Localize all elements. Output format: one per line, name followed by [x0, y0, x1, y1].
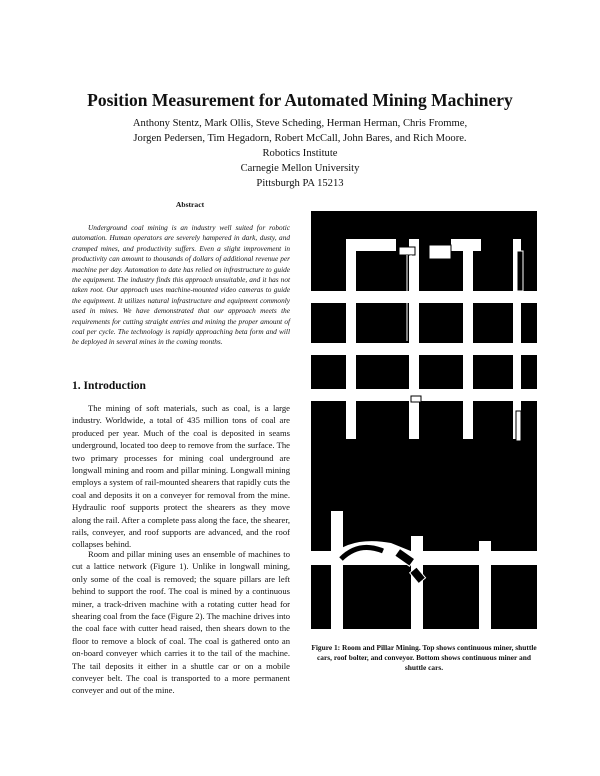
section-heading-introduction: 1. Introduction	[72, 380, 146, 392]
affiliation	[150, 146, 450, 192]
abstract-text: Underground coal mining is an industry well suited for robotic automation. Human operators are severely hampered in dark, dusty, and cramped mines, and productivity suffers. Even a slight improvement in productivity can amount to thousands of dollars of additional revenue per machine per day. Automation to date has relied on infrastructure to guide the equipment. The industry finds this approach unsuitable, and it has not taken root. Our approach uses machine-mounted video cameras to guide the equipment. It utilizes natural infrastructure and equipment commonly used in mines. We have demonstrated that our approach meets the requirements for cutting straight entries and mining the proper amount of coal per cycle. The technology is rapidly approaching beta form and will be deployed in several mines in the coming months.	[72, 223, 290, 347]
conveyor-belt-icon	[517, 251, 523, 291]
top-panel-tunnels	[311, 239, 537, 439]
figure-caption: Figure 1: Room and Pillar Mining. Top shows continuous miner, shuttle cars, roof bolter, and conveyor. Bottom shows continuous miner and shuttle cars.	[311, 643, 537, 673]
continuous-miner-icon	[429, 245, 451, 259]
mine-diagram-svg	[311, 211, 537, 629]
bottom-panel-tunnels	[311, 511, 537, 629]
affiliation-line: Carnegie Mellon University	[240, 163, 360, 175]
author-line: Anthony Stentz, Mark Ollis, Steve Scheding, Herman Herman, Chris Fromme,	[132, 118, 468, 129]
intro-paragraph: The mining of soft materials, such as coal, is a large industry. Worldwide, a total of 435 million tons of coal are produced per year. Much of the coal is deposited in seams underground, located too deep to remove from the surface. The two primary processes for mining coal underground are longwall mining and room and pillar mining. Longwall mining employs a system of rail-mounted shearers that rapidly cuts the coal and deposits it on a conveyer for removal from the mine. Hydraulic roof supports protect the shearers as they move along the rail. After a complete pass along the face, the shearer, rails, conveyer, and roof supports are advanced, and the roof collapses behind.	[72, 403, 290, 550]
shuttle-car-icon	[516, 411, 521, 441]
intro-paragraph: Room and pillar mining uses an ensemble of machines to cut a lattice network (Figure 1). Unlike in longwall mining, only some of the coal is removed; the square pillars are left behind to support the roof. The coal is mined by a continuous miner, a track-driven machine with a rotating cutter head for shearing coal from the face (Figure 2). The machine drives into the coal face with cutter head raised, then shears down to the floor to remove a block of coal. The coal is gathered onto an on-board conveyer which carries it to the tail of the machine. The tail deposits it either in a shuttle car or on a mobile conveyer belt. The coal is transported to a more permanent conveyer and out of the mine.	[72, 549, 290, 696]
paper-title: Position Measurement for Automated Mining Machinery	[87, 90, 513, 110]
shuttle-car-icon	[399, 247, 415, 255]
abstract-heading: Abstract	[175, 200, 205, 209]
author-line: Jorgen Pedersen, Tim Hegadorn, Robert McCall, John Bares, and Rich Moore.	[133, 133, 467, 145]
roof-bolter-icon	[411, 396, 421, 402]
affiliation-line: Pittsburgh PA 15213	[256, 178, 344, 190]
figure-1-mine-diagram	[311, 211, 537, 629]
affiliation-line: Robotics Institute	[262, 148, 338, 159]
author-list	[90, 116, 510, 146]
